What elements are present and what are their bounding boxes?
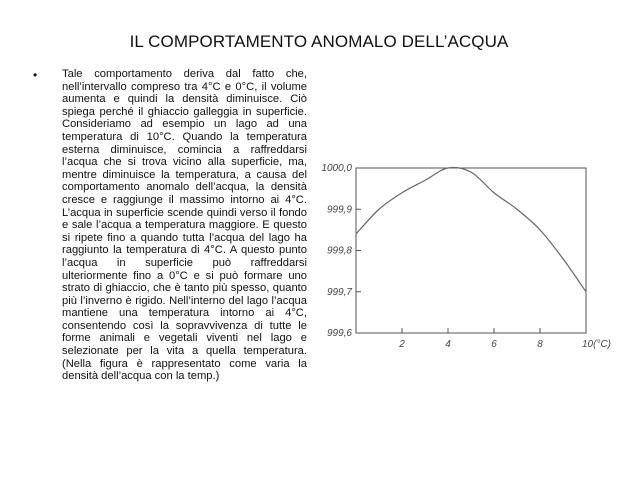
y-tick-label: 999,9 xyxy=(326,204,352,216)
x-tick-label: 8 xyxy=(537,339,543,350)
bullet-marker: • xyxy=(33,68,38,82)
x-tick-label: 4 xyxy=(445,339,451,350)
y-tick-label: 999,6 xyxy=(326,328,352,339)
y-tick-label: 999,8 xyxy=(326,245,352,257)
x-tick-label: 2 xyxy=(399,339,405,350)
x-tick-label: 6 xyxy=(491,339,497,350)
y-tick-label: 999,7 xyxy=(326,286,352,298)
density-chart xyxy=(318,158,612,358)
slide-title: IL COMPORTAMENTO ANOMALO DELL’ACQUA xyxy=(129,32,509,51)
slide-body-text: Tale comportamento deriva dal fatto che, nell’intervallo compreso tra 4°C e 0°C, il volume aumenta e quindi la densità diminuisce. Ciò spiega perché il ghiaccio galleggia in superficie. Consideriamo ad esempio un lago ad una temperatura di 10°C. Quando la temperatura esterna diminuisce, comincia a raffreddarsi l’acqua che si trova vicino alla superficie, ma, mentre diminuisce la temperatura, a causa del comportamento anomalo dell’acqua, la densità cresce e raggiunge il massimo intorno ai 4°C. L’acqua in superficie scende quindi verso il fondo e sale l’acqua a temperatura maggiore. E questo si ripete fino a quando tutta l’acqua del lago ha raggiunto la temperatura di 4°C. A questo punto l’acqua in superficie può raffreddarsi ulteriormente fino a 0°C e si può formare uno strato di ghiaccio, che è tanto più spesso, quanto più l’inverno è rigido. Nell’interno del lago l’acqua mantiene una temperatura intorno ai 4°C, consentendo così la sopravvivenza di tutte le forme animali e vegetali viventi nel lago e selezionate per la vita a quella temperatura. (Nella figura è rappresentato come varia la densità dell’acqua con la temp.) xyxy=(62,68,307,383)
y-tick-label: 1000,0 xyxy=(321,163,352,174)
x-tick-label: 10(°C) xyxy=(582,339,612,350)
density-curve xyxy=(356,167,586,291)
plot-frame xyxy=(356,168,586,333)
